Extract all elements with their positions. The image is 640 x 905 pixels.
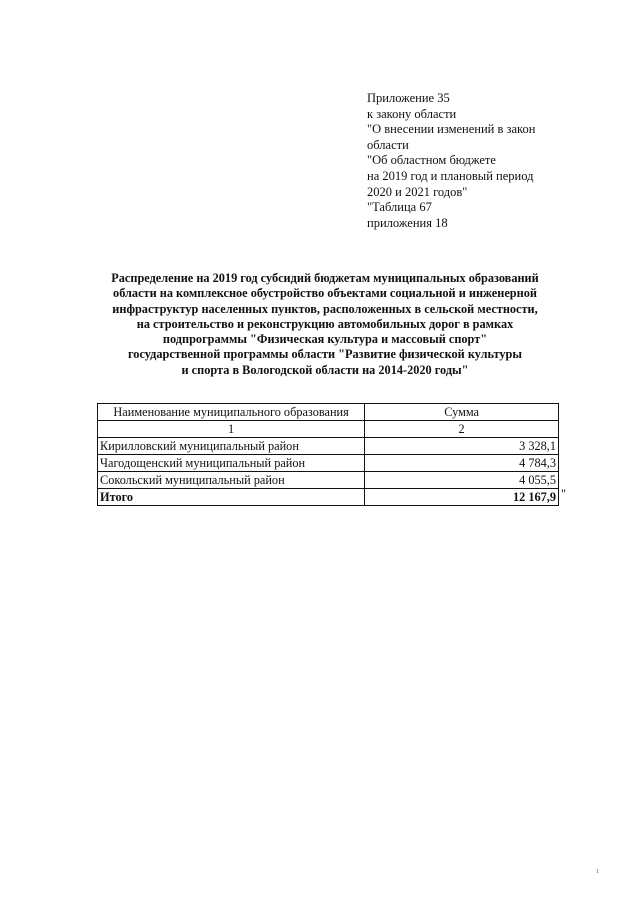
column-header-amount: Сумма xyxy=(365,404,559,421)
appendix-line: приложения 18 xyxy=(367,215,448,230)
table-row xyxy=(98,455,559,472)
appendix-line: "О внесении изменений в закон xyxy=(367,122,536,137)
table-row xyxy=(98,438,559,455)
table-row xyxy=(98,472,559,489)
appendix-line: области xyxy=(367,137,409,152)
column-number: 2 xyxy=(365,421,559,438)
title-line: на строительство и реконструкцию автомобильных дорог в рамках xyxy=(136,316,514,331)
total-row xyxy=(98,489,559,506)
title-line: области на комплексное обустройство объектами социальной и инженерной xyxy=(113,286,537,301)
closing-quote-mark: " xyxy=(561,487,567,501)
title-line: Распределение на 2019 год субсидий бюджетам муниципальных образований xyxy=(111,271,539,285)
title-line: инфраструктур населенных пунктов, расположенных в сельской местности, xyxy=(112,301,538,316)
appendix-line: к закону области xyxy=(367,106,457,121)
column-header-name: Наименование муниципального образования xyxy=(98,404,365,421)
appendix-line: "Таблица 67 xyxy=(367,200,432,215)
column-number-row xyxy=(98,421,559,438)
title-line: государственной программы области "Развитие физической культуры xyxy=(128,347,522,362)
total-amount: 12 167,9 xyxy=(365,489,559,506)
appendix-line: на 2019 год и плановый период xyxy=(367,168,534,183)
column-number: 1 xyxy=(98,421,365,438)
subsidy-table xyxy=(97,403,559,506)
municipality-name: Чагодощенский муниципальный район xyxy=(98,455,365,472)
page-mark: 1 xyxy=(596,869,599,875)
table-header-row xyxy=(98,404,559,421)
document-title xyxy=(90,271,560,378)
municipality-name: Сокольский муниципальный район xyxy=(98,472,365,489)
municipality-name: Кирилловский муниципальный район xyxy=(98,438,365,455)
amount-value: 4 784,3 xyxy=(365,455,559,472)
total-label: Итого xyxy=(98,489,365,506)
appendix-line: "Об областном бюджете xyxy=(367,153,496,168)
title-line: и спорта в Вологодской области на 2014-2020 годы" xyxy=(181,362,469,377)
amount-value: 3 328,1 xyxy=(365,438,559,455)
appendix-line: 2020 и 2021 годов" xyxy=(367,184,468,199)
appendix-line: Приложение 35 xyxy=(367,91,450,105)
title-line: подпрограммы "Физическая культура и массовый спорт" xyxy=(162,332,488,347)
amount-value: 4 055,5 xyxy=(365,472,559,489)
appendix-reference-block xyxy=(367,91,587,231)
